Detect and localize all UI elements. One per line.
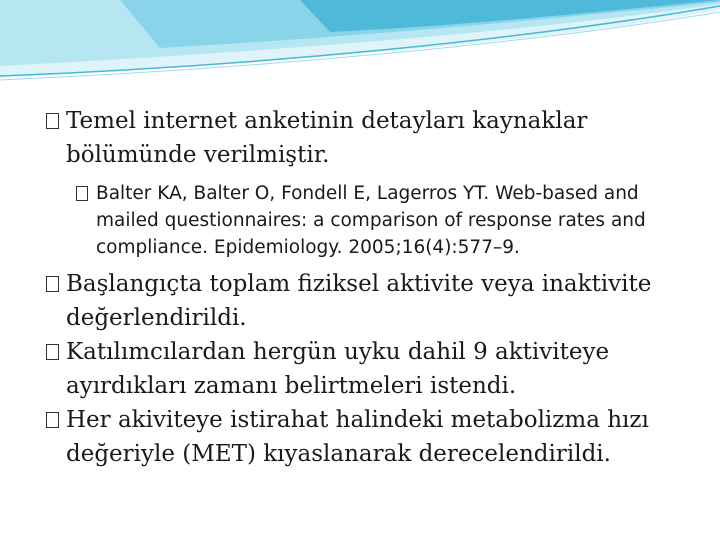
missing-glyph-icon [46, 113, 59, 129]
bullet-text: Temel internet anketinin detayları kaynaklar bölümünde verilmiştir. [66, 108, 588, 168]
header-wave-decoration [0, 0, 720, 90]
slide-body [46, 104, 686, 471]
sub-bullet-item [46, 180, 686, 261]
bullet-text: Her akiviteye istirahat halindeki metabolizma hızı değeriyle (MET) kıyaslanarak derecelendirildi. [66, 407, 649, 467]
bullet-item [46, 104, 686, 172]
missing-glyph-icon [46, 344, 59, 360]
bullet-item [46, 267, 686, 335]
missing-glyph-icon [76, 186, 88, 201]
bullet-item [46, 335, 686, 403]
missing-glyph-icon [46, 276, 59, 292]
missing-glyph-icon [46, 412, 59, 428]
sub-bullet-text: Balter KA, Balter O, Fondell E, Lagerros YT. Web-based and mailed questionnaires: a comparison of response rates and compliance. Epidemiology. 2005;16(4):577–9. [96, 183, 646, 258]
bullet-text: Başlangıçta toplam fiziksel aktivite veya inaktivite değerlendirildi. [66, 271, 652, 331]
bullet-item [46, 403, 686, 471]
bullet-text: Katılımcılardan hergün uyku dahil 9 aktiviteye ayırdıkları zamanı belirtmeleri istendi. [66, 339, 610, 399]
